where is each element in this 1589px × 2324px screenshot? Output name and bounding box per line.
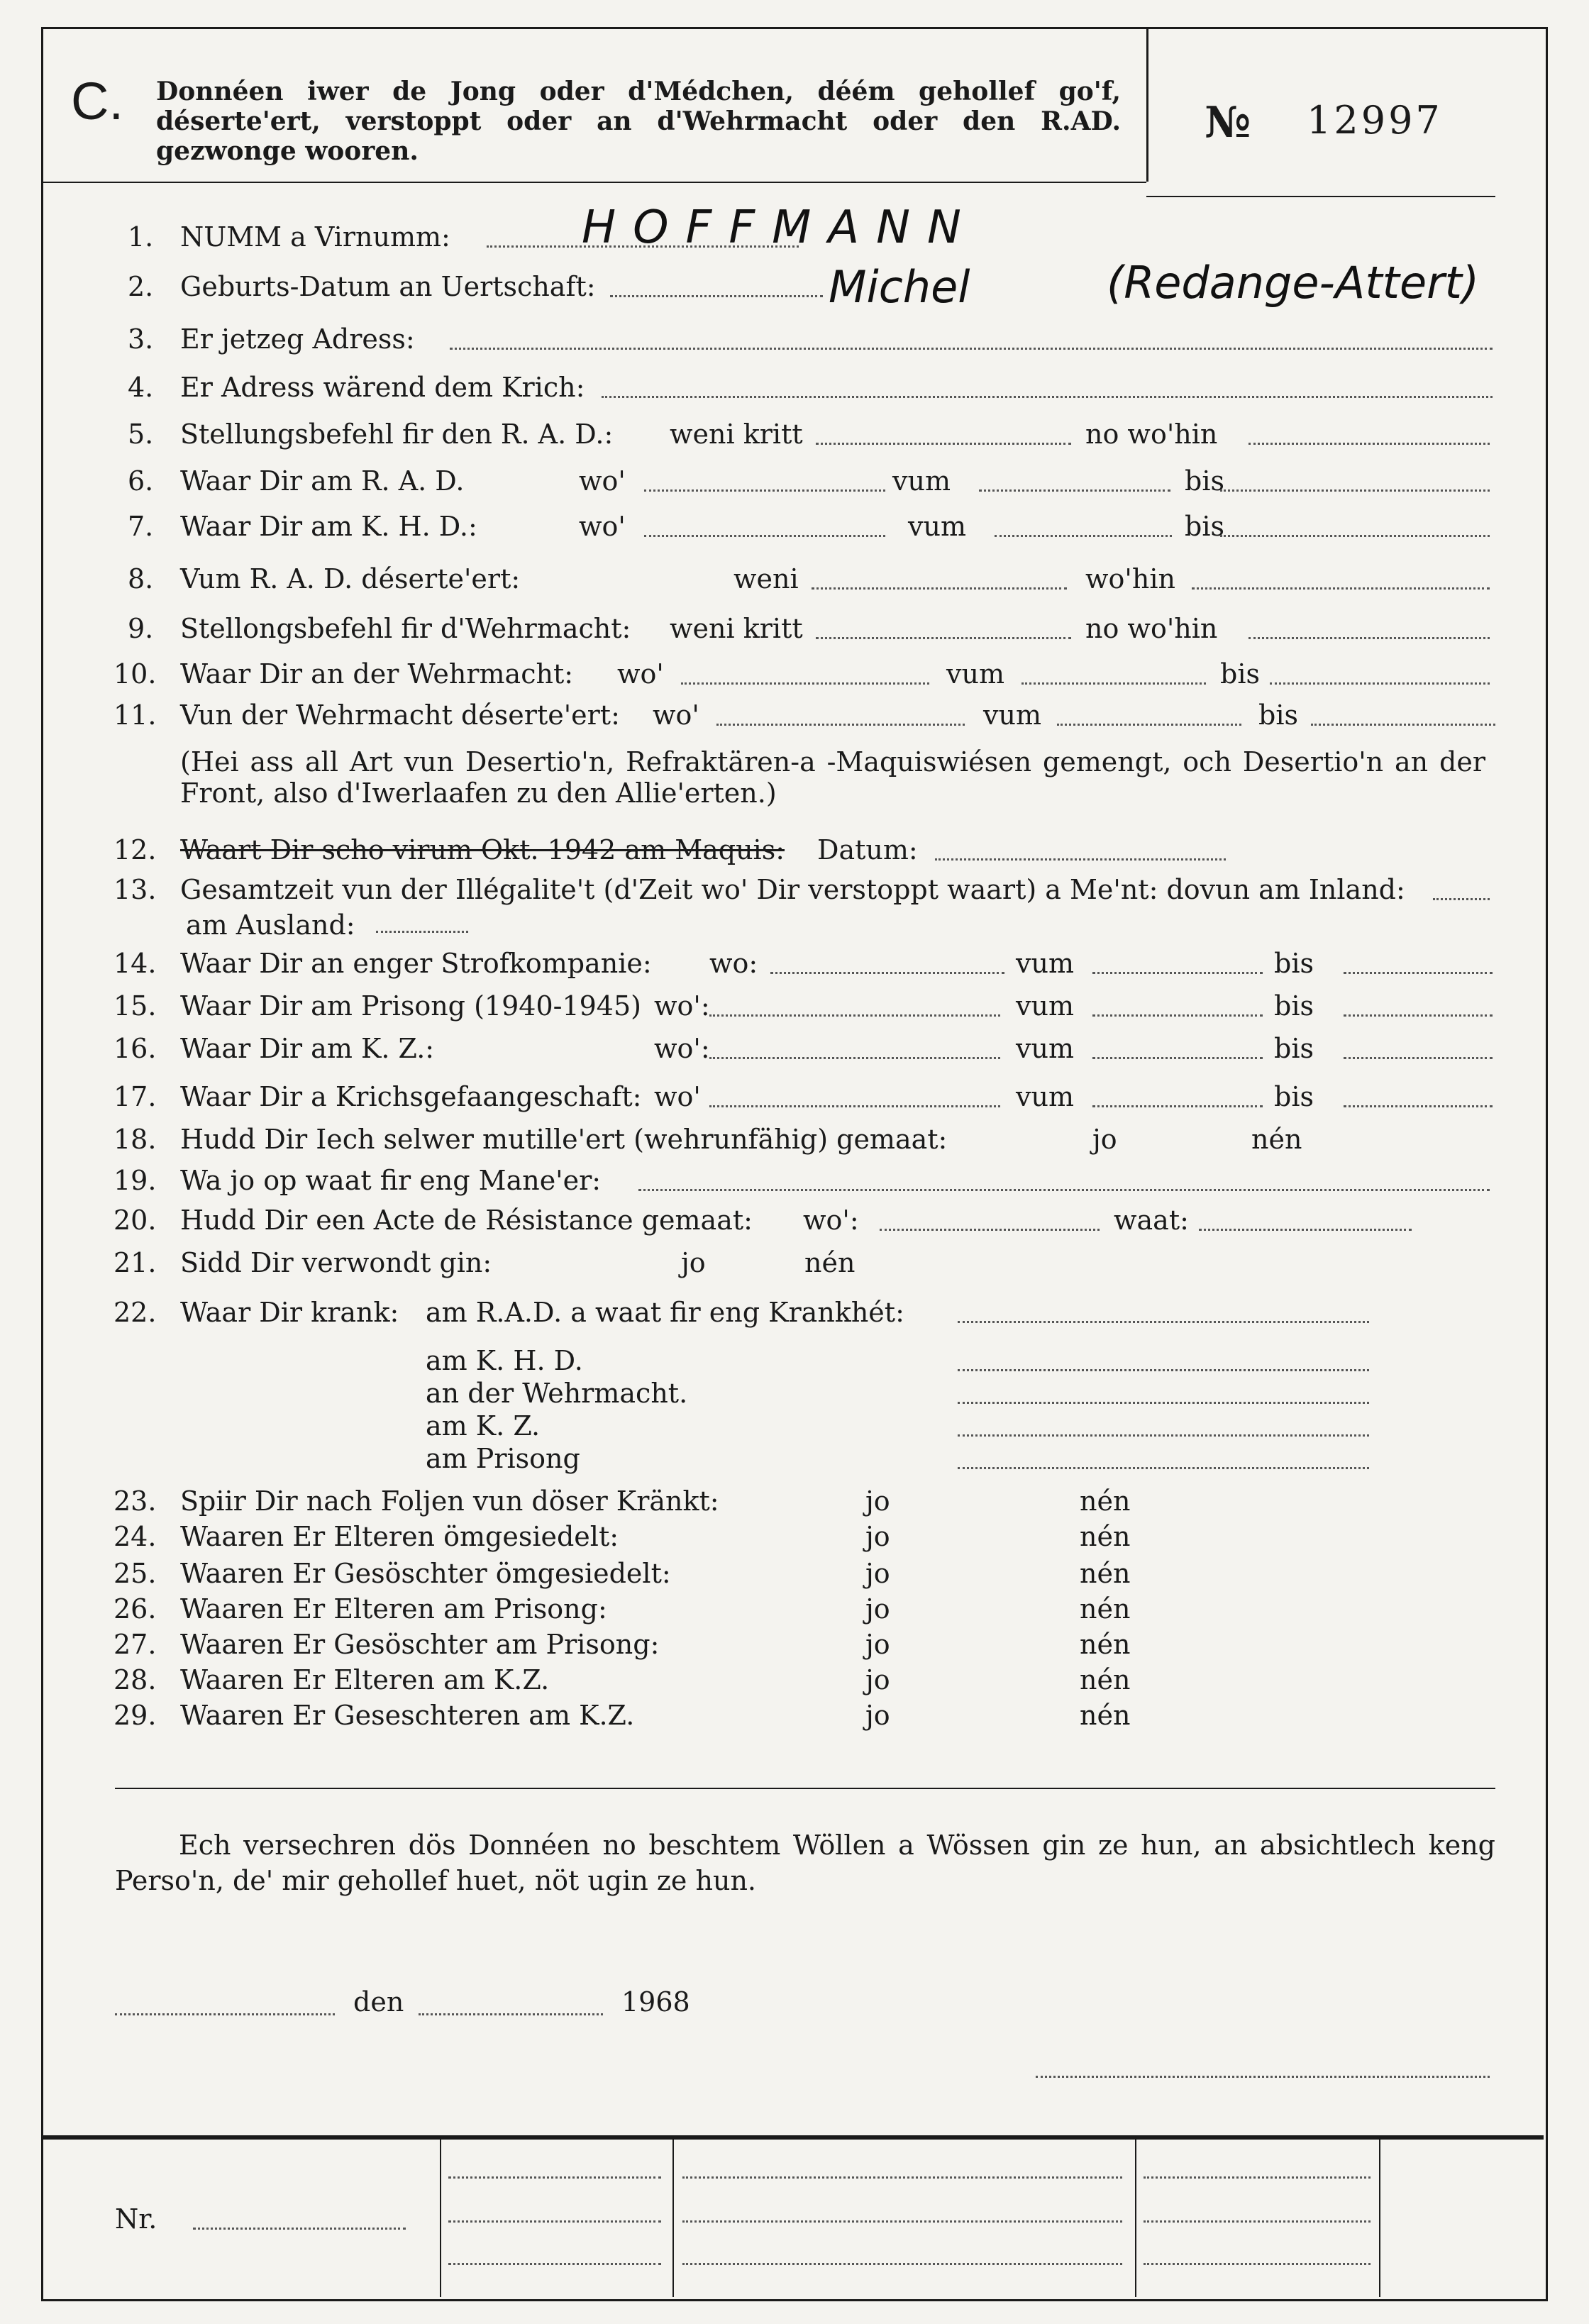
item-6-a-label: wo'	[579, 465, 626, 497]
item-23-label: Spiir Dir nach Foljen vun döser Kränkt:	[180, 1485, 719, 1517]
item-27-b-label: nén	[1080, 1629, 1131, 1660]
item-4-number: 4.	[128, 372, 154, 403]
handwritten-firstname: Michel	[829, 261, 970, 313]
item-18-label: Hudd Dir Iech selwer mutille'ert (wehrunfähig) gemaat:	[180, 1124, 948, 1155]
item-20-label: Hudd Dir een Acte de Résistance gemaat:	[180, 1205, 753, 1236]
item-12-field-1[interactable]	[935, 858, 1226, 861]
item-1-label: NUMM a Virnumm:	[180, 221, 450, 253]
item-15-field-2[interactable]	[1092, 1014, 1263, 1017]
item-10-label: Waar Dir an der Wehrmacht:	[180, 658, 574, 690]
form-number: 12997	[1307, 98, 1443, 143]
item-6-b-label: vum	[892, 465, 951, 497]
item-9-label: Stellongsbefehl fir d'Wehrmacht:	[180, 613, 631, 644]
footer-col-divider-2	[672, 2140, 674, 2297]
item-18-number: 18.	[114, 1124, 157, 1155]
item-16-c-label: bis	[1274, 1033, 1314, 1064]
item-10-number: 10.	[114, 658, 157, 690]
item-14-field-2[interactable]	[1092, 972, 1263, 974]
item-4-label: Er Adress wärend dem Krich:	[180, 372, 585, 403]
item-16-field-3[interactable]	[1344, 1057, 1493, 1059]
item-15-b-label: vum	[1016, 990, 1074, 1022]
item-10-field-3[interactable]	[1270, 682, 1490, 685]
item-8-b-label: wo'hin	[1085, 563, 1175, 594]
item-11-note: (Hei ass all Art vun Desertio'n, Refraktären-a -Maquiswiésen gemengt, och Desertio'n an der Front, also d'Iwerlaafen zu den Allie'erten.)	[180, 746, 1485, 809]
item-25-number: 25.	[114, 1558, 157, 1589]
item-22-field-4[interactable]	[958, 1467, 1369, 1469]
item-25-label: Waaren Er Gesöschter ömgesiedelt:	[180, 1558, 671, 1589]
item-24-label: Waaren Er Elteren ömgesiedelt:	[180, 1521, 619, 1552]
item-6-number: 6.	[128, 465, 154, 497]
item-20-a-label: wo':	[803, 1205, 859, 1236]
item-5-label: Stellungsbefehl fir den R. A. D.:	[180, 419, 614, 450]
item-14-a-label: wo:	[709, 948, 758, 979]
item-14-label: Waar Dir an enger Strofkompanie:	[180, 948, 652, 979]
item-28-a-label: jo	[865, 1664, 890, 1695]
item-7-field-1[interactable]	[644, 535, 885, 537]
item-13-abroad-field[interactable]	[376, 931, 468, 933]
item-27-label: Waaren Er Gesöschter am Prisong:	[180, 1629, 660, 1660]
item-26-a-label: jo	[865, 1593, 890, 1625]
item-18-a-label: jo	[1092, 1124, 1117, 1155]
item-15-c-label: bis	[1274, 990, 1314, 1022]
item-15-a-label: wo':	[654, 990, 710, 1022]
item-16-a-label: wo':	[654, 1033, 710, 1064]
item-16-number: 16.	[114, 1033, 157, 1064]
item-28-number: 28.	[114, 1664, 157, 1695]
item-1-field-1[interactable]	[487, 245, 799, 248]
item-26-b-label: nén	[1080, 1593, 1131, 1625]
item-12-a-label: Datum:	[817, 834, 918, 865]
item-20-number: 20.	[114, 1205, 157, 1236]
item-10-field-2[interactable]	[1022, 682, 1206, 685]
footer-field-2a[interactable]	[682, 2176, 1122, 2179]
footer-field-2c[interactable]	[682, 2263, 1122, 2265]
item-23-b-label: nén	[1080, 1485, 1131, 1517]
item-22-label: Waar Dir krank:	[180, 1297, 399, 1328]
date-year: 1968	[621, 1986, 690, 2018]
item-15-label: Waar Dir am Prisong (1940-1945)	[180, 990, 641, 1022]
footer-field-3c[interactable]	[1144, 2263, 1371, 2265]
item-3-field-1[interactable]	[450, 348, 1493, 350]
declaration-rule	[115, 1788, 1495, 1789]
footer-box	[41, 2135, 1544, 2301]
item-17-field-1[interactable]	[709, 1105, 1000, 1107]
item-16-field-2[interactable]	[1092, 1057, 1263, 1059]
item-29-label: Waaren Er Geseschteren am K.Z.	[180, 1700, 635, 1731]
item-29-b-label: nén	[1080, 1700, 1131, 1731]
item-15-field-3[interactable]	[1344, 1014, 1493, 1017]
item-23-a-label: jo	[865, 1485, 890, 1517]
footer-field-3a[interactable]	[1144, 2176, 1371, 2179]
item-20-field-2[interactable]	[1199, 1229, 1412, 1231]
item-11-c-label: bis	[1258, 699, 1298, 731]
item-7-field-2[interactable]	[995, 535, 1172, 537]
item-15-number: 15.	[114, 990, 157, 1022]
item-27-a-label: jo	[865, 1629, 890, 1660]
item-20-b-label: waat:	[1114, 1205, 1189, 1236]
item-17-a-label: wo'	[654, 1081, 701, 1112]
handwritten-place: (Redange-Attert)	[1107, 257, 1480, 309]
item-8-field-1[interactable]	[812, 587, 1067, 590]
item-10-a-label: wo'	[617, 658, 664, 690]
item-13-number: 13.	[114, 874, 157, 905]
item-14-c-label: bis	[1274, 948, 1314, 979]
item-7-a-label: wo'	[579, 511, 626, 542]
item-11-b-label: vum	[983, 699, 1041, 731]
date-day-field[interactable]	[419, 2013, 603, 2015]
item-21-number: 21.	[114, 1247, 157, 1278]
footer-field-3b[interactable]	[1144, 2220, 1371, 2223]
item-10-c-label: bis	[1220, 658, 1260, 690]
item-25-b-label: nén	[1080, 1558, 1131, 1589]
item-9-b-label: no wo'hin	[1085, 613, 1218, 644]
item-2-field-1[interactable]	[610, 295, 823, 297]
item-14-number: 14.	[114, 948, 157, 979]
item-25-a-label: jo	[865, 1558, 890, 1589]
item-9-field-1[interactable]	[816, 637, 1071, 639]
item-14-b-label: vum	[1016, 948, 1074, 979]
footer-nr-field[interactable]	[193, 2228, 406, 2230]
item-11-number: 11.	[114, 699, 157, 731]
item-10-field-1[interactable]	[681, 682, 929, 685]
item-29-number: 29.	[114, 1700, 157, 1731]
item-8-a-label: weni	[733, 563, 799, 594]
item-15-field-1[interactable]	[709, 1014, 1000, 1017]
item-13-label: Gesamtzeit vun der Illégalite't (d'Zeit wo' Dir verstoppt waart) a Me'nt: dovun am Inland:	[180, 874, 1405, 905]
item-5-field-1[interactable]	[816, 443, 1071, 445]
item-26-number: 26.	[114, 1593, 157, 1625]
item-7-c-label: bis	[1185, 511, 1224, 542]
footer-field-2b[interactable]	[682, 2220, 1122, 2223]
item-26-label: Waaren Er Elteren am Prisong:	[180, 1593, 607, 1625]
item-11-field-2[interactable]	[1057, 724, 1241, 726]
item-7-field-3[interactable]	[1220, 535, 1490, 537]
item-7-b-label: vum	[908, 511, 966, 542]
item-22-field-1[interactable]	[958, 1321, 1369, 1323]
item-17-field-3[interactable]	[1344, 1105, 1493, 1107]
item-6-field-1[interactable]	[644, 489, 885, 492]
item-8-field-2[interactable]	[1192, 587, 1490, 590]
declaration-text: Ech versechren dös Donnéen no beschtem Wöllen a Wössen gin ze hun, an absichtlech keng Perso'n, de' mir gehollef huet, nöt ugin ze hun.	[115, 1830, 1495, 1896]
item-21-a-label: jo	[681, 1247, 706, 1278]
handwritten-surname: HOFFMANN	[582, 201, 978, 254]
header-divider	[1146, 27, 1148, 182]
signature-field[interactable]	[1036, 2076, 1490, 2078]
item-3-number: 3.	[128, 323, 154, 355]
item-21-b-label: nén	[804, 1247, 856, 1278]
item-5-field-2[interactable]	[1248, 443, 1490, 445]
item-11-label: Vun der Wehrmacht déserte'ert:	[180, 699, 620, 731]
item-5-b-label: no wo'hin	[1085, 419, 1218, 450]
item-17-field-2[interactable]	[1092, 1105, 1263, 1107]
item-22-number: 22.	[114, 1297, 157, 1328]
item-23-number: 23.	[114, 1485, 157, 1517]
item-18-b-label: nén	[1251, 1124, 1302, 1155]
item-6-c-label: bis	[1185, 465, 1224, 497]
item-11-a-label: wo'	[653, 699, 699, 731]
item-9-field-2[interactable]	[1248, 637, 1490, 639]
item-29-a-label: jo	[865, 1700, 890, 1731]
section-letter: C.	[71, 72, 123, 131]
item-1-number: 1.	[128, 221, 154, 253]
item-17-c-label: bis	[1274, 1081, 1314, 1112]
item-19-label: Wa jo op waat fir eng Mane'er:	[180, 1165, 602, 1196]
item-22-sub-1: am K. H. D.	[426, 1345, 583, 1376]
item-28-label: Waaren Er Elteren am K.Z.	[180, 1664, 550, 1695]
item-5-number: 5.	[128, 419, 154, 450]
item-22-sub-4: am Prisong	[426, 1443, 580, 1474]
footer-nr-label: Nr.	[115, 2203, 157, 2235]
item-4-field-1[interactable]	[602, 396, 1493, 398]
item-11-field-3[interactable]	[1311, 724, 1495, 726]
item-16-b-label: vum	[1016, 1033, 1074, 1064]
item-8-label: Vum R. A. D. déserte'ert:	[180, 563, 521, 594]
item-22-sub-3: am K. Z.	[426, 1410, 541, 1442]
date-place-field[interactable]	[115, 2013, 335, 2015]
item-24-number: 24.	[114, 1521, 157, 1552]
form-border	[41, 27, 1548, 2301]
item-19-number: 19.	[114, 1165, 157, 1196]
item-16-label: Waar Dir am K. Z.:	[180, 1033, 435, 1064]
item-13-field-1[interactable]	[1433, 898, 1490, 900]
item-7-label: Waar Dir am K. H. D.:	[180, 511, 477, 542]
item-22-a-label: am R.A.D. a waat fir eng Krankhét:	[426, 1297, 904, 1328]
item-7-number: 7.	[128, 511, 154, 542]
item-17-b-label: vum	[1016, 1081, 1074, 1112]
item-2-number: 2.	[128, 271, 154, 302]
item-22-field-3[interactable]	[958, 1434, 1369, 1437]
item-6-field-3[interactable]	[1220, 489, 1490, 492]
item-19-field-1[interactable]	[638, 1189, 1490, 1191]
item-5-a-label: weni kritt	[670, 419, 803, 450]
number-sign: №	[1205, 98, 1251, 148]
item-22-field-1[interactable]	[958, 1369, 1369, 1371]
footer-field-1a[interactable]	[448, 2176, 661, 2179]
item-21-label: Sidd Dir verwondt gin:	[180, 1247, 492, 1278]
header-rule	[1146, 196, 1495, 197]
item-16-field-1[interactable]	[709, 1057, 1000, 1059]
item-14-field-3[interactable]	[1344, 972, 1493, 974]
item-24-a-label: jo	[865, 1521, 890, 1552]
item-17-number: 17.	[114, 1081, 157, 1112]
item-11-field-1[interactable]	[716, 724, 965, 726]
item-3-label: Er jetzeg Adress:	[180, 323, 415, 355]
item-9-number: 9.	[128, 613, 154, 644]
item-22-sub-2: an der Wehrmacht.	[426, 1378, 688, 1409]
item-20-field-1[interactable]	[880, 1229, 1100, 1231]
item-14-field-1[interactable]	[770, 972, 1004, 974]
item-27-number: 27.	[114, 1629, 157, 1660]
footer-col-divider-3	[1135, 2140, 1136, 2297]
footer-col-divider-4	[1379, 2140, 1380, 2297]
item-13-abroad-label: am Ausland:	[186, 909, 355, 941]
item-9-a-label: weni kritt	[670, 613, 803, 644]
item-17-label: Waar Dir a Krichsgefaangeschaft:	[180, 1081, 642, 1112]
footer-col-divider-1	[440, 2140, 441, 2297]
item-2-label: Geburts-Datum an Uertschaft:	[180, 271, 596, 302]
item-8-number: 8.	[128, 563, 154, 594]
item-22-field-2[interactable]	[958, 1402, 1369, 1404]
footer-field-1c[interactable]	[448, 2263, 661, 2265]
item-10-b-label: vum	[946, 658, 1004, 690]
item-6-field-2[interactable]	[979, 489, 1170, 492]
item-24-b-label: nén	[1080, 1521, 1131, 1552]
item-6-label: Waar Dir am R. A. D.	[180, 465, 465, 497]
header-title: Donnéen iwer de Jong oder d'Médchen, déém gehollef go'f, déserte'ert, verstoppt oder an d'Wehrmacht oder den R.AD. gezwonge wooren.	[156, 77, 1121, 166]
item-12-number: 12.	[114, 834, 157, 865]
footer-field-1b[interactable]	[448, 2220, 661, 2223]
date-den-label: den	[353, 1986, 404, 2018]
item-12-label: Waart Dir scho virum Okt. 1942 am Maquis:	[180, 834, 785, 865]
item-28-b-label: nén	[1080, 1664, 1131, 1695]
